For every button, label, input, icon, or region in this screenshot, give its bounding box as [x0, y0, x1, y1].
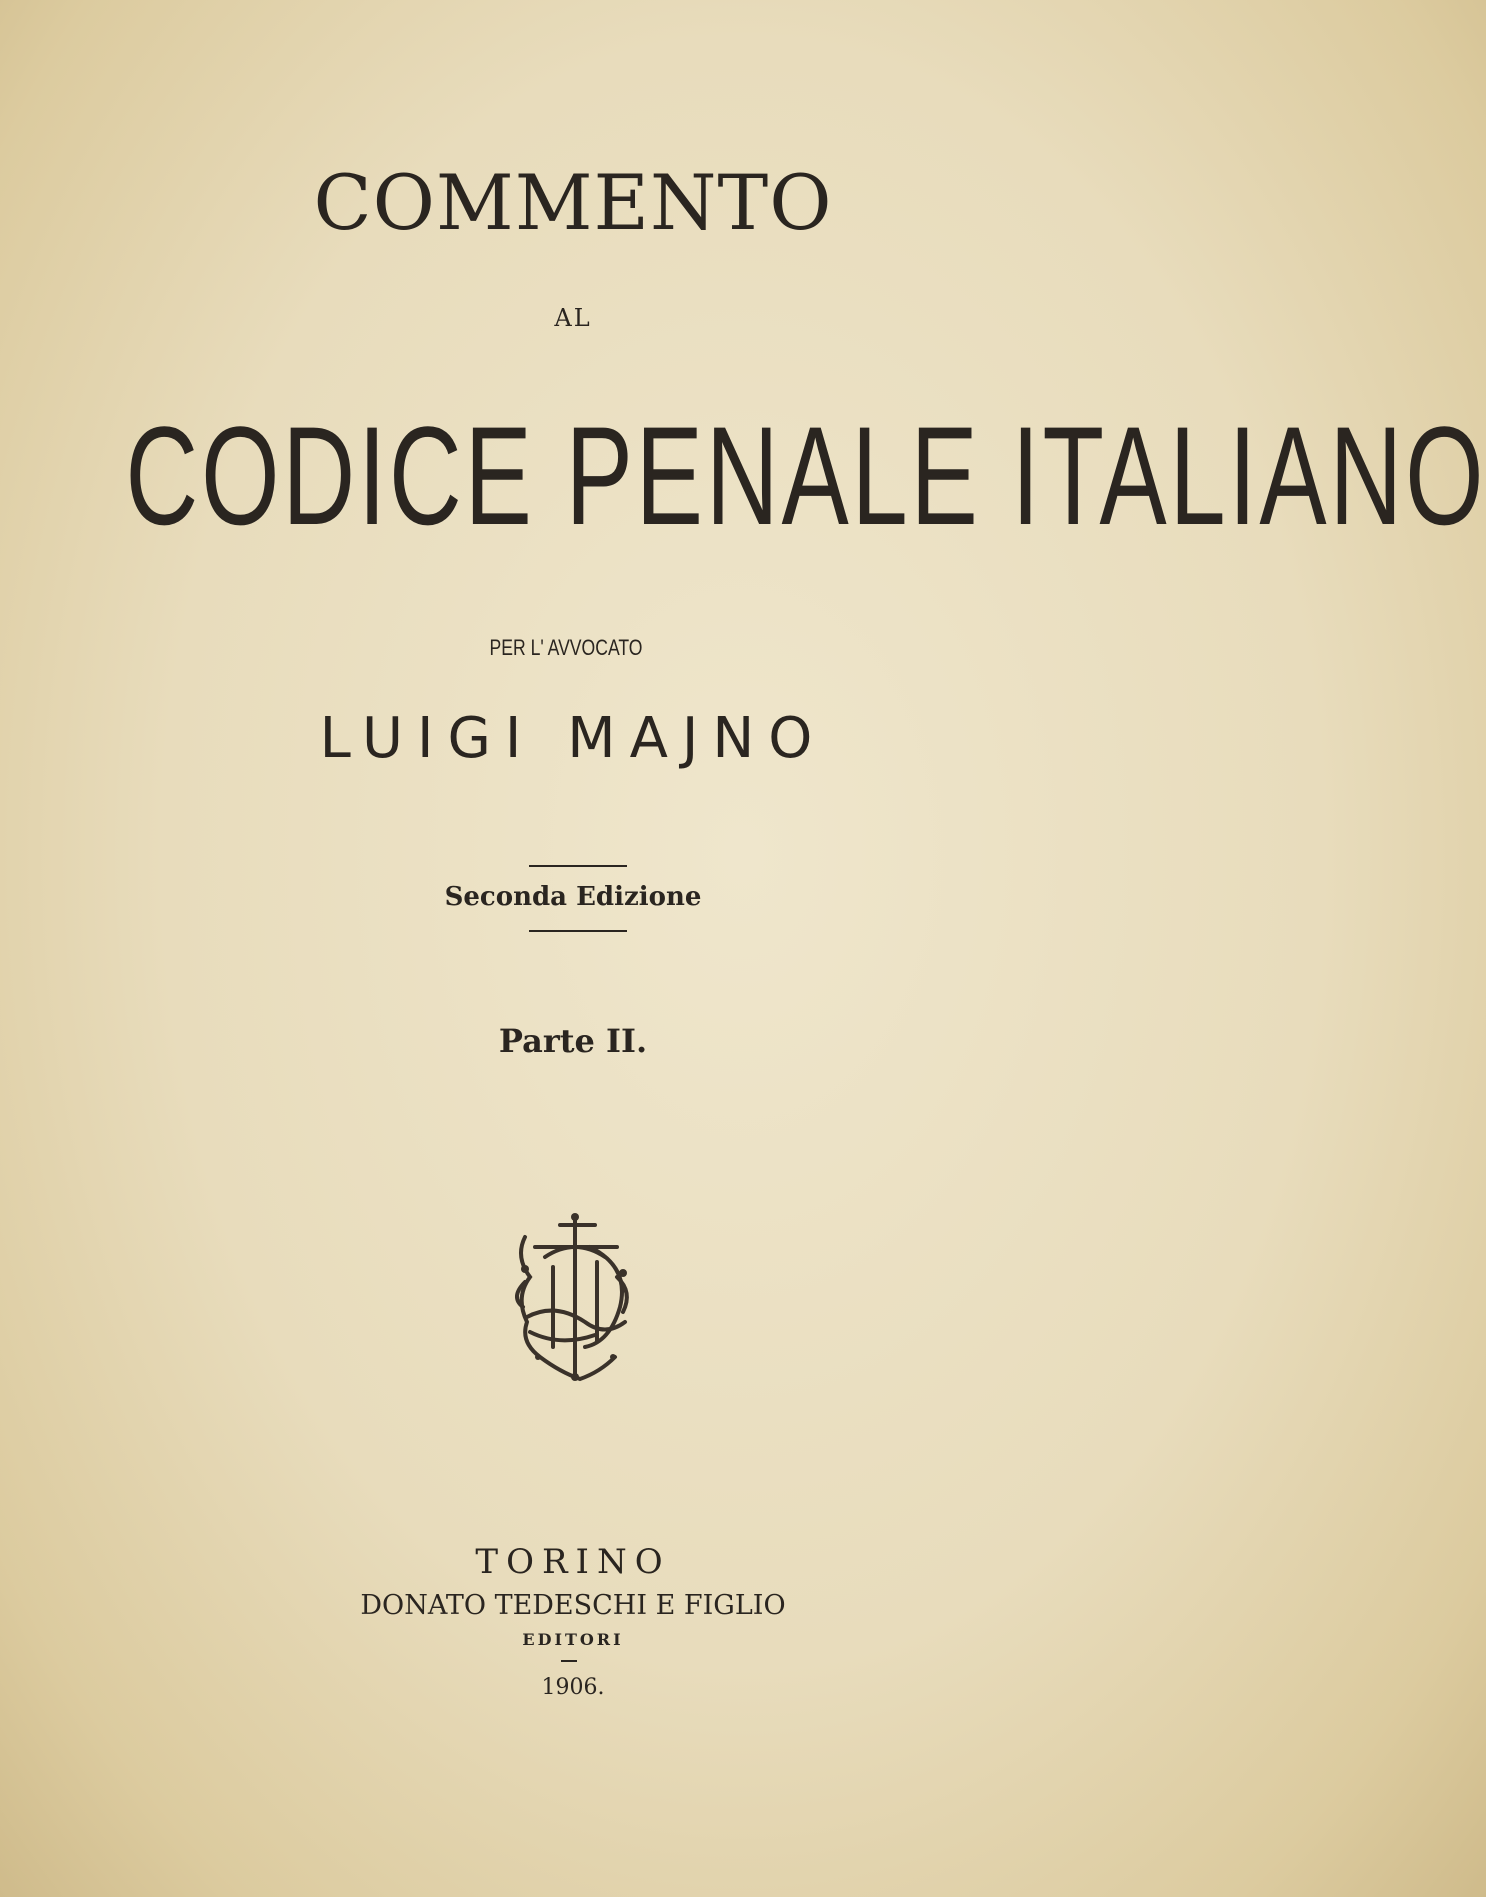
author-name: LUIGI MAJNO — [319, 706, 827, 771]
author-prefix: PER L' AVVOCATO — [489, 635, 643, 660]
imprint-year: 1906. — [541, 1675, 605, 1700]
imprint-role: EDITORI — [522, 1630, 624, 1649]
part-label: Parte II. — [498, 1022, 648, 1060]
imprint-dash — [561, 1660, 577, 1662]
edition-label: Seconda Edizione — [444, 882, 702, 912]
imprint-publisher: DONATO TEDESCHI E FIGLIO — [360, 1590, 786, 1621]
title-main: CODICE PENALE ITALIANO — [125, 397, 1486, 554]
rule-bottom — [529, 930, 627, 932]
imprint-city: TORINO — [475, 1542, 671, 1582]
title-al: AL — [554, 304, 592, 332]
title-commento: COMMENTO — [313, 158, 833, 247]
rule-top — [529, 865, 627, 867]
publisher-monogram-icon — [505, 1207, 645, 1387]
